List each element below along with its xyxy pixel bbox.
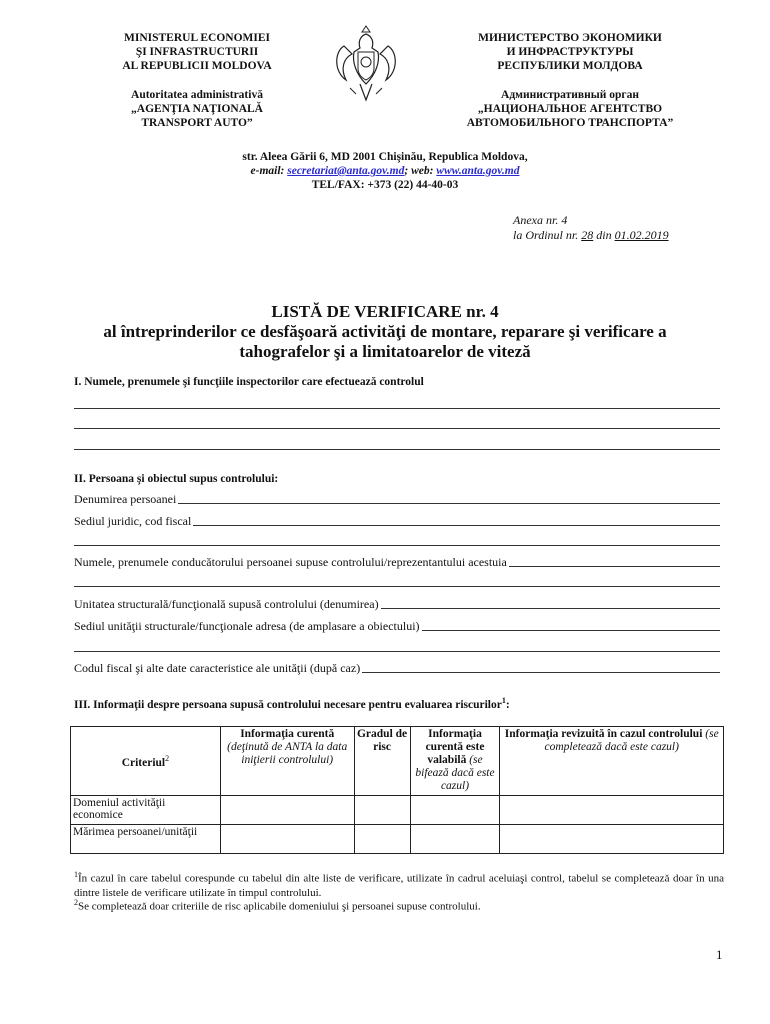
field-unitatea-structurala[interactable] [74,597,720,612]
ministry-name-ru [420,31,720,73]
header-text: Informaţia curentă [240,728,335,740]
order-reference [513,228,669,243]
ministry-ro-line: MINISTERUL ECONOMIEI [123,32,270,44]
agency-name-ro [90,88,304,130]
address-line: str. Aleea Gării 6, MD 2001 Chişinău, Republica Moldova, [242,151,528,163]
section-2-heading: II. Persoana şi obiectul supus controlului: [74,473,279,485]
inspector-fill-line[interactable] [74,428,720,429]
fill-line[interactable] [381,608,720,609]
web-label: ; web: [404,165,437,177]
telfax-line: TEL/FAX: +373 (22) 44-40-03 [311,179,459,191]
ministry-ro-line: ŞI INFRASTRUCTURII [135,46,259,58]
order-number: 28 [581,228,594,242]
contact-block [100,150,670,192]
header-criteriu [71,727,221,796]
field-label: Codul fiscal şi alte date caracteristice ale unităţii (după caz) [74,661,361,675]
annex-number: Anexa nr. 4 [513,213,568,227]
field-codul-fiscal[interactable] [74,661,720,676]
order-date: 01.02.2019 [614,228,669,242]
table-cell[interactable] [354,796,410,825]
risk-info-table [70,726,724,854]
table-row [71,825,724,854]
header-text: Informaţia revizuită în cazul controlului [504,728,703,740]
heading-colon: : [505,698,510,711]
row-label: Domeniul activităţii economice [71,796,221,825]
section-3-heading-text: III. Informaţii despre persoana supusă controlului necesare pentru evaluarea riscurilor [74,698,502,711]
table-header-row [71,727,724,796]
table-cell[interactable] [410,796,500,825]
contact-line [100,164,670,178]
agency-ru-line: „НАЦИОНАЛЬНОЕ АГЕНТСТВО [477,103,663,115]
email-label: e-mail: [250,165,288,177]
section-1-heading: I. Numele, prenumele şi funcţiile inspectorilor care efectuează controlul [74,376,424,388]
ministry-ru-line: И ИНФРАСТРУКТУРЫ [506,46,634,58]
agency-ro-line: TRANSPORT AUTO” [141,117,253,129]
header-grad-risc [354,727,410,796]
header-text: Informaţia curentă este valabilă [425,728,485,766]
ministry-ru-line: МИНИСТЕРСТВО ЭКОНОМИКИ [478,32,662,44]
fill-line[interactable] [74,586,720,587]
coat-of-arms-emblem [330,22,402,108]
field-sediul-unitatii[interactable] [74,619,720,634]
footnote-marker: 1 [74,870,78,879]
fill-line[interactable] [74,545,720,546]
field-label: Sediul juridic, cod fiscal [74,514,192,528]
header-note: (deţinută de ANTA la data iniţierii controlului) [227,741,348,766]
inspector-fill-line[interactable] [74,408,720,409]
header-info-valabila [410,727,500,796]
title-line: LISTĂ DE VERIFICARE nr. 4 [271,302,499,321]
footnote-ref: 2 [165,754,170,764]
footnote-2 [74,896,724,914]
table-cell[interactable] [410,825,500,854]
fill-line[interactable] [509,566,720,567]
fill-line[interactable] [422,630,720,631]
field-conducator[interactable] [74,555,720,570]
fill-line[interactable] [178,503,720,504]
section-3-heading [74,696,510,711]
agency-name-ru [420,88,720,130]
field-label: Unitatea structurală/funcţională supusă controlului (denumirea) [74,597,379,611]
header-criteriu-text: Criteriul [121,756,166,769]
table-cell[interactable] [500,825,724,854]
agency-ro-line: „AGENŢIA NAŢIONALĂ [131,103,263,115]
fill-line[interactable] [362,672,720,673]
table-cell[interactable] [220,825,354,854]
field-label: Denumirea persoanei [74,492,177,506]
title-line: al întreprinderilor ce desfăşoară activităţi de montare, reparare şi verificare a [103,322,667,341]
fill-line[interactable] [74,651,720,652]
agency-ru-line: АВТОМОБИЛЬНОГО ТРАНСПОРТА” [466,117,674,129]
order-mid: din [593,228,615,242]
footnote-ref: 1 [501,696,506,705]
field-label: Numele, prenumele conducătorului persoanei supuse controlului/reprezentantului acestuia [74,555,507,569]
ministry-name-ro [90,31,304,73]
header-note: (se bifează dacă este cazul) [415,754,495,792]
agency-ru-line: Административный орган [501,89,639,101]
header-note: (se completează dacă este cazul) [544,728,719,753]
field-denumirea-persoanei[interactable] [74,492,720,507]
footnote-text: Se completează doar criteriile de risc aplicabile domeniului şi persoanei supuse controlului. [78,900,481,913]
document-title [60,302,710,362]
header-info-curenta [220,727,354,796]
ministry-ro-line: AL REPUBLICII MOLDOVA [122,60,272,72]
table-cell[interactable] [220,796,354,825]
row-label: Mărimea persoanei/unităţii [71,825,221,854]
inspector-fill-line[interactable] [74,449,720,450]
table-cell[interactable] [354,825,410,854]
web-link[interactable]: www.anta.gov.md [436,165,520,177]
title-line: tahografelor şi a limitatoarelor de viteză [239,342,531,361]
header-text: Gradul de risc [356,728,408,753]
fill-line[interactable] [193,525,720,526]
field-sediul-juridic[interactable] [74,514,720,529]
email-link[interactable]: secretariat@anta.gov.md [287,165,405,177]
field-label: Sediul unităţii structurale/funcţionale adresa (de amplasare a obiectului) [74,619,420,633]
footnote-marker: 2 [74,898,78,907]
annex-reference [513,213,669,243]
ministry-ru-line: РЕСПУБЛИКИ МОЛДОВА [497,60,643,72]
order-prefix: la Ordinul nr. [513,228,582,242]
footnote-1 [74,868,724,900]
page-number: 1 [716,947,723,962]
agency-ro-line: Autoritatea administrativă [131,89,263,101]
header-info-revizuita [500,727,724,796]
footnote-text: În cazul în care tabelul corespunde cu tabelul din alte liste de verificare, utilizate în cadrul aceluiaşi control, tabelul se completează doar în una dintre listele de verificare utilizate în timpul controlului. [74,872,724,899]
table-row [71,796,724,825]
table-cell[interactable] [500,796,724,825]
